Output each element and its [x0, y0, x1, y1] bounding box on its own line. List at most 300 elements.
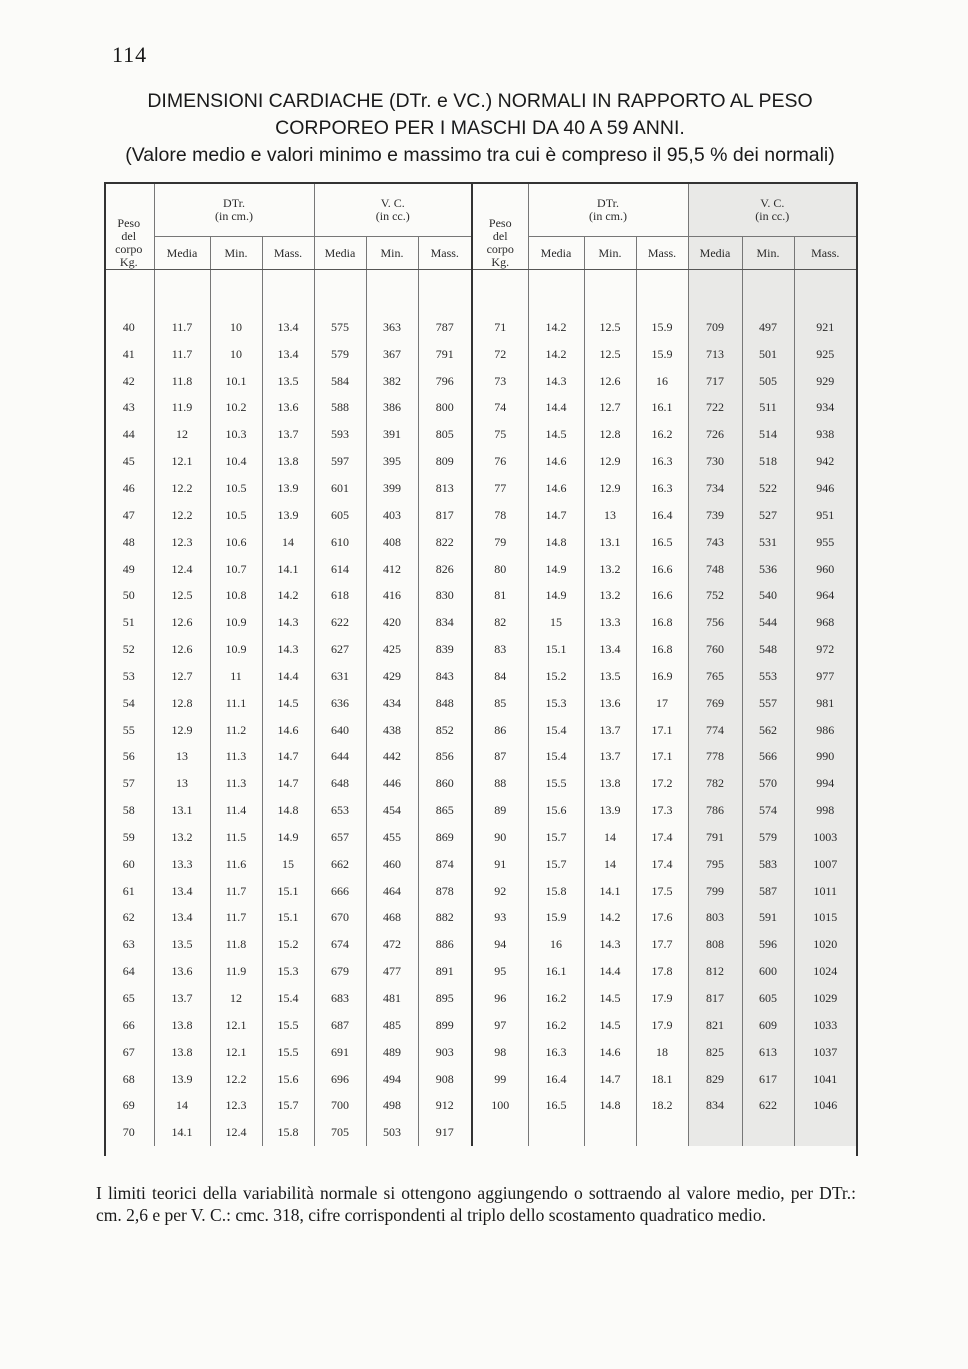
cell-left-peso: 45: [122, 454, 135, 469]
cell-left-vc-mass: 839: [418, 636, 472, 663]
cell-right-vc-media: 730: [688, 448, 742, 475]
cell-left-vc-media: 636: [314, 690, 366, 717]
cell-right-dtr-mass: 17.7: [636, 931, 688, 958]
cell-left-vc-mass: 912: [418, 1092, 472, 1119]
cell-right-vc-min: 540: [742, 582, 794, 609]
cell-left-dtr-media: 13.6: [154, 958, 210, 985]
cell-left-vc-media: 657: [314, 824, 366, 851]
cell-right-vc-min: 557: [742, 690, 794, 717]
cell-left-dtr-mass: 13.8: [262, 448, 314, 475]
cell-right-peso: 97: [472, 1012, 528, 1039]
table-row: [104, 582, 856, 609]
cell-left-dtr-min: 10.3: [210, 421, 262, 448]
cell-right-vc-media: 778: [688, 744, 742, 771]
cell-right-dtr-mass: 16.5: [636, 529, 688, 556]
cell-left-vc-min: 412: [366, 556, 418, 583]
cell-left-dtr-media: 13.3: [154, 851, 210, 878]
cell-left-dtr-mass: 14.8: [262, 797, 314, 824]
cell-left-peso: 46: [122, 480, 135, 495]
cell-left-vc-min: 442: [366, 744, 418, 771]
cell-right-vc-min: 518: [742, 448, 794, 475]
cell-right-peso: 78: [472, 502, 528, 529]
table-row: [104, 717, 856, 744]
cell-left-dtr-media: 12.5: [154, 582, 210, 609]
cell-left-dtr-mass: 14.6: [262, 717, 314, 744]
cell-right-peso: 84: [472, 663, 528, 690]
cell-right-vc-min: 574: [742, 797, 794, 824]
cell-right-peso: 87: [472, 744, 528, 771]
cardiac-dimensions-table: [104, 182, 856, 1146]
cell-left-vc-media: 588: [314, 395, 366, 422]
cell-right-vc-min: 511: [742, 395, 794, 422]
cell-right-vc-mass: 925: [794, 341, 856, 368]
cell-right-vc-media: 739: [688, 502, 742, 529]
cell-left-dtr-media: 11.9: [154, 395, 210, 422]
cell-left-vc-media: 670: [314, 905, 366, 932]
cell-left-vc-media: 662: [314, 851, 366, 878]
cell-right-dtr-mass: 17: [636, 690, 688, 717]
cell-left-vc-min: 454: [366, 797, 418, 824]
cell-right-vc-mass: 1020: [794, 931, 856, 958]
cell-left-vc-min: 494: [366, 1066, 418, 1093]
cell-right-dtr-min: 14.6: [584, 1039, 636, 1066]
cell-right-peso: 98: [472, 1039, 528, 1066]
cell-right-vc-media: 713: [688, 341, 742, 368]
cell-right-vc-min: 527: [742, 502, 794, 529]
cell-right-dtr-min: 12.9: [584, 475, 636, 502]
table-row: [104, 556, 856, 583]
table-row: [104, 770, 856, 797]
cell-right-peso: [472, 1119, 528, 1146]
header-media: Media: [528, 237, 584, 270]
cell-right-dtr-mass: 17.5: [636, 878, 688, 905]
header-vc-left: V. C. (in cc.): [314, 183, 472, 237]
cell-left-dtr-min: 12.1: [210, 1039, 262, 1066]
cell-right-dtr-media: 15.6: [528, 797, 584, 824]
cell-left-dtr-min: 11: [210, 663, 262, 690]
table-row: [104, 905, 856, 932]
cell-right-peso: 77: [472, 475, 528, 502]
cell-right-dtr-mass: 18.1: [636, 1066, 688, 1093]
cell-right-vc-media: 722: [688, 395, 742, 422]
cell-left-vc-media: 584: [314, 368, 366, 395]
cell-right-peso: 82: [472, 609, 528, 636]
cell-left-dtr-media: 13.4: [154, 905, 210, 932]
cell-right-dtr-media: 14.3: [528, 368, 584, 395]
cell-right-dtr-min: 13.6: [584, 690, 636, 717]
cell-right-dtr-min: 13.2: [584, 582, 636, 609]
cell-left-vc-min: 460: [366, 851, 418, 878]
cell-right-vc-mass: 1024: [794, 958, 856, 985]
cell-right-dtr-mass: 17.2: [636, 770, 688, 797]
cell-right-vc-mass: 968: [794, 609, 856, 636]
cell-right-vc-mass: 929: [794, 368, 856, 395]
cell-right-dtr-mass: 16.3: [636, 448, 688, 475]
cell-left-vc-media: 640: [314, 717, 366, 744]
cell-left-vc-media: 674: [314, 931, 366, 958]
data-table-wrapper: [104, 182, 856, 1158]
cell-left-vc-mass: 848: [418, 690, 472, 717]
cell-left-dtr-min: 10.1: [210, 368, 262, 395]
cell-left-vc-media: 627: [314, 636, 366, 663]
cell-left-dtr-min: 10.2: [210, 395, 262, 422]
header-mass: Mass.: [262, 237, 314, 270]
cell-right-peso: 93: [472, 905, 528, 932]
cell-left-dtr-media: 13.8: [154, 1012, 210, 1039]
cell-right-peso: 95: [472, 958, 528, 985]
cell-right-dtr-min: 13.8: [584, 770, 636, 797]
cell-left-vc-mass: 826: [418, 556, 472, 583]
cell-left-dtr-min: 12.3: [210, 1092, 262, 1119]
cell-right-dtr-min: 13.7: [584, 717, 636, 744]
cell-left-vc-media: 653: [314, 797, 366, 824]
cell-right-vc-media: 799: [688, 878, 742, 905]
cell-right-vc-min: 566: [742, 744, 794, 771]
cell-right-dtr-min: 12.7: [584, 395, 636, 422]
cell-right-dtr-mass: 17.8: [636, 958, 688, 985]
cell-left-dtr-mass: 14.1: [262, 556, 314, 583]
cell-left-vc-mass: 852: [418, 717, 472, 744]
cell-left-dtr-mass: 15: [262, 851, 314, 878]
table-row: [104, 690, 856, 717]
cell-right-dtr-min: 12.6: [584, 368, 636, 395]
header-min: Min.: [366, 237, 418, 270]
cell-right-vc-min: 605: [742, 985, 794, 1012]
cell-right-vc-media: 821: [688, 1012, 742, 1039]
cell-right-vc-media: 782: [688, 770, 742, 797]
cell-left-vc-media: 618: [314, 582, 366, 609]
cell-right-vc-min: 583: [742, 851, 794, 878]
cell-right-dtr-mass: 15.9: [636, 314, 688, 341]
cell-left-vc-min: 503: [366, 1119, 418, 1146]
cell-right-dtr-media: 14.9: [528, 582, 584, 609]
cell-right-dtr-media: 15.2: [528, 663, 584, 690]
cell-left-peso: 57: [122, 776, 135, 791]
cell-left-vc-min: 434: [366, 690, 418, 717]
cell-left-dtr-media: 13: [154, 770, 210, 797]
cell-left-dtr-min: 10.7: [210, 556, 262, 583]
cell-left-vc-min: 425: [366, 636, 418, 663]
cell-right-vc-mass: 994: [794, 770, 856, 797]
spacer-row: [104, 270, 856, 315]
cell-right-dtr-media: 14.8: [528, 529, 584, 556]
cell-left-vc-min: 464: [366, 878, 418, 905]
cell-right-vc-media: [688, 1119, 742, 1146]
cell-right-vc-min: 579: [742, 824, 794, 851]
cell-right-dtr-min: 14.5: [584, 985, 636, 1012]
cell-left-dtr-media: 13: [154, 744, 210, 771]
cell-left-dtr-media: 14: [154, 1092, 210, 1119]
cell-right-vc-min: 514: [742, 421, 794, 448]
cell-left-dtr-min: 11.3: [210, 744, 262, 771]
cell-right-vc-media: 786: [688, 797, 742, 824]
cell-right-vc-media: 817: [688, 985, 742, 1012]
table-row: [104, 529, 856, 556]
cell-right-dtr-media: [528, 1119, 584, 1146]
header-mass: Mass.: [794, 237, 856, 270]
title-line-2: CORPOREO PER I MASCHI DA 40 A 59 ANNI.: [275, 117, 685, 139]
cell-right-vc-min: 544: [742, 609, 794, 636]
cell-left-dtr-media: 12.8: [154, 690, 210, 717]
cell-left-peso: 65: [122, 991, 135, 1006]
cell-right-vc-mass: 1033: [794, 1012, 856, 1039]
cell-right-vc-mass: 990: [794, 744, 856, 771]
cell-right-vc-media: 834: [688, 1092, 742, 1119]
cell-right-vc-mass: 938: [794, 421, 856, 448]
cell-left-dtr-min: 11.8: [210, 931, 262, 958]
table-row: [104, 341, 856, 368]
cell-right-peso: 89: [472, 797, 528, 824]
cell-left-peso: 60: [122, 856, 135, 871]
header-min: Min.: [742, 237, 794, 270]
cell-left-vc-media: 679: [314, 958, 366, 985]
cell-left-vc-mass: 903: [418, 1039, 472, 1066]
header-peso-right: Peso del corpo Kg.: [472, 183, 528, 270]
cell-right-vc-media: 734: [688, 475, 742, 502]
page-number: 114: [112, 42, 148, 67]
cell-left-dtr-media: 11.7: [154, 314, 210, 341]
cell-left-peso: 52: [122, 642, 135, 657]
cell-left-vc-mass: 791: [418, 341, 472, 368]
cell-right-vc-media: 795: [688, 851, 742, 878]
cell-left-peso: 43: [122, 400, 135, 415]
cell-right-dtr-mass: 16.9: [636, 663, 688, 690]
cell-left-dtr-mass: 15.1: [262, 905, 314, 932]
cell-left-vc-media: 683: [314, 985, 366, 1012]
cell-left-vc-mass: 800: [418, 395, 472, 422]
cell-left-dtr-media: 12.7: [154, 663, 210, 690]
cell-right-vc-mass: 1003: [794, 824, 856, 851]
cell-left-dtr-mass: 15.4: [262, 985, 314, 1012]
cell-left-vc-media: 575: [314, 314, 366, 341]
cell-left-vc-min: 408: [366, 529, 418, 556]
table-row: [104, 958, 856, 985]
cell-left-vc-mass: 899: [418, 1012, 472, 1039]
cell-right-peso: 91: [472, 851, 528, 878]
cell-left-vc-min: 367: [366, 341, 418, 368]
cell-left-dtr-mass: 14.9: [262, 824, 314, 851]
cell-right-dtr-min: 14.8: [584, 1092, 636, 1119]
cell-left-vc-media: 705: [314, 1119, 366, 1146]
cell-left-peso: 67: [122, 1044, 135, 1059]
cell-right-peso: 81: [472, 582, 528, 609]
cell-left-vc-min: 403: [366, 502, 418, 529]
table-row: [104, 797, 856, 824]
cell-left-vc-min: 455: [366, 824, 418, 851]
cell-right-dtr-mass: 17.9: [636, 985, 688, 1012]
cell-right-vc-min: 596: [742, 931, 794, 958]
cell-left-dtr-min: 10.6: [210, 529, 262, 556]
cell-right-peso: 94: [472, 931, 528, 958]
cell-right-dtr-min: 13.4: [584, 636, 636, 663]
cell-left-dtr-min: 11.1: [210, 690, 262, 717]
cell-left-vc-min: 391: [366, 421, 418, 448]
cell-left-dtr-mass: 13.4: [262, 314, 314, 341]
cell-right-vc-min: [742, 1119, 794, 1146]
cell-left-peso: 56: [122, 749, 135, 764]
table-row: [104, 931, 856, 958]
cell-right-dtr-media: 14.9: [528, 556, 584, 583]
cell-right-vc-media: 812: [688, 958, 742, 985]
cell-right-peso: 96: [472, 985, 528, 1012]
cell-left-vc-min: 416: [366, 582, 418, 609]
cell-right-dtr-media: 15.4: [528, 717, 584, 744]
cell-left-dtr-mass: 14: [262, 529, 314, 556]
cell-right-peso: 73: [472, 368, 528, 395]
cell-right-dtr-min: 12.8: [584, 421, 636, 448]
cell-right-vc-mass: 972: [794, 636, 856, 663]
cell-left-dtr-mass: 14.3: [262, 609, 314, 636]
cell-right-dtr-media: 14.2: [528, 341, 584, 368]
cell-left-dtr-media: 11.8: [154, 368, 210, 395]
cell-left-dtr-media: 12.6: [154, 636, 210, 663]
cell-left-vc-mass: 787: [418, 314, 472, 341]
table-row: [104, 636, 856, 663]
cell-left-vc-media: 691: [314, 1039, 366, 1066]
cell-right-dtr-min: 12.5: [584, 314, 636, 341]
cell-right-peso: 100: [472, 1092, 528, 1119]
cell-right-vc-media: 717: [688, 368, 742, 395]
cell-right-dtr-media: 16.3: [528, 1039, 584, 1066]
cell-left-vc-mass: 817: [418, 502, 472, 529]
cell-left-dtr-min: 11.7: [210, 905, 262, 932]
cell-right-dtr-media: 16.5: [528, 1092, 584, 1119]
header-min: Min.: [584, 237, 636, 270]
cell-right-vc-min: 497: [742, 314, 794, 341]
cell-right-vc-mass: 1015: [794, 905, 856, 932]
cell-right-dtr-min: [584, 1119, 636, 1146]
cell-left-vc-media: 631: [314, 663, 366, 690]
header-vc-right: V. C. (in cc.): [688, 183, 856, 237]
header-dtr-right: DTr. (in cm.): [528, 183, 688, 237]
cell-right-vc-min: 536: [742, 556, 794, 583]
cell-left-dtr-min: 10.9: [210, 609, 262, 636]
cell-right-vc-mass: 986: [794, 717, 856, 744]
cell-left-peso: 69: [122, 1098, 135, 1113]
cell-left-dtr-min: 10.5: [210, 502, 262, 529]
cell-right-dtr-media: 15.9: [528, 905, 584, 932]
cell-right-dtr-media: 15.3: [528, 690, 584, 717]
header-peso-left: Peso del corpo Kg.: [104, 183, 154, 270]
cell-left-dtr-media: 14.1: [154, 1119, 210, 1146]
cell-left-peso: 55: [122, 722, 135, 737]
cell-left-peso: 68: [122, 1071, 135, 1086]
cell-left-dtr-mass: 13.5: [262, 368, 314, 395]
cell-right-vc-media: 756: [688, 609, 742, 636]
cell-right-vc-mass: 942: [794, 448, 856, 475]
cell-right-dtr-media: 14.6: [528, 448, 584, 475]
cell-right-vc-mass: 934: [794, 395, 856, 422]
cell-left-vc-media: 579: [314, 341, 366, 368]
cell-left-peso: 61: [122, 883, 135, 898]
cell-right-dtr-min: 13.5: [584, 663, 636, 690]
cell-left-dtr-min: 11.4: [210, 797, 262, 824]
cell-left-vc-media: 614: [314, 556, 366, 583]
cell-left-vc-min: 438: [366, 717, 418, 744]
cell-right-vc-mass: 946: [794, 475, 856, 502]
cell-left-dtr-min: 10.8: [210, 582, 262, 609]
cell-left-dtr-min: 10.4: [210, 448, 262, 475]
cell-left-dtr-media: 13.5: [154, 931, 210, 958]
cell-right-dtr-media: 14.2: [528, 314, 584, 341]
cell-right-dtr-media: 16.2: [528, 985, 584, 1012]
cell-right-dtr-mass: 17.1: [636, 744, 688, 771]
cell-right-peso: 79: [472, 529, 528, 556]
cell-right-peso: 90: [472, 824, 528, 851]
cell-left-peso: 50: [122, 588, 135, 603]
cell-right-dtr-min: 14.3: [584, 931, 636, 958]
cell-left-dtr-mass: 15.7: [262, 1092, 314, 1119]
cell-left-vc-media: 605: [314, 502, 366, 529]
cell-right-dtr-mass: 17.4: [636, 824, 688, 851]
footnote: I limiti teorici della variabilità normale si ottengono aggiungendo o sottraendo al valore medio, per DTr.: cm. 2,6 e per V. C.: cmc. 318, cifre corrispondenti al triplo dello scostamento quadratico medio.: [96, 1183, 856, 1225]
cell-right-vc-media: 726: [688, 421, 742, 448]
cell-right-dtr-media: 15.4: [528, 744, 584, 771]
cell-right-dtr-min: 13: [584, 502, 636, 529]
table-row: [104, 985, 856, 1012]
cell-right-dtr-mass: 16.6: [636, 556, 688, 583]
cell-left-vc-mass: 869: [418, 824, 472, 851]
cell-right-dtr-media: 15.1: [528, 636, 584, 663]
cell-left-dtr-mass: 13.6: [262, 395, 314, 422]
cell-right-dtr-media: 15: [528, 609, 584, 636]
cell-right-peso: 86: [472, 717, 528, 744]
header-group-row: [104, 183, 856, 237]
header-media: Media: [314, 237, 366, 270]
cell-right-peso: 75: [472, 421, 528, 448]
cell-right-dtr-mass: 16.3: [636, 475, 688, 502]
cell-left-vc-media: 597: [314, 448, 366, 475]
cell-left-vc-mass: 843: [418, 663, 472, 690]
cell-right-dtr-mass: 17.9: [636, 1012, 688, 1039]
cell-right-peso: 74: [472, 395, 528, 422]
cell-left-dtr-min: 10.9: [210, 636, 262, 663]
cell-right-vc-mass: 964: [794, 582, 856, 609]
cell-left-vc-mass: 796: [418, 368, 472, 395]
cell-right-vc-mass: 960: [794, 556, 856, 583]
cell-right-dtr-min: 13.7: [584, 744, 636, 771]
cell-left-vc-mass: 908: [418, 1066, 472, 1093]
cell-left-dtr-min: 11.6: [210, 851, 262, 878]
cell-right-vc-min: 617: [742, 1066, 794, 1093]
cell-right-dtr-mass: [636, 1119, 688, 1146]
cell-right-peso: 83: [472, 636, 528, 663]
cell-left-dtr-media: 13.1: [154, 797, 210, 824]
cell-right-vc-media: 769: [688, 690, 742, 717]
cell-left-peso: 63: [122, 937, 135, 952]
cell-right-dtr-media: 15.7: [528, 851, 584, 878]
cell-right-vc-mass: 1029: [794, 985, 856, 1012]
cell-right-dtr-min: 13.1: [584, 529, 636, 556]
cell-right-dtr-media: 15.7: [528, 824, 584, 851]
cell-right-dtr-media: 16.2: [528, 1012, 584, 1039]
cell-left-dtr-mass: 13.7: [262, 421, 314, 448]
cell-right-dtr-min: 14.2: [584, 905, 636, 932]
cell-left-vc-mass: 809: [418, 448, 472, 475]
cell-right-vc-min: 609: [742, 1012, 794, 1039]
cell-left-dtr-mass: 13.9: [262, 475, 314, 502]
table-body: [104, 270, 856, 1147]
cell-right-vc-min: 505: [742, 368, 794, 395]
table-row: [104, 609, 856, 636]
table-row: [104, 368, 856, 395]
cell-right-dtr-min: 13.9: [584, 797, 636, 824]
cell-right-peso: 85: [472, 690, 528, 717]
title-line-1: DIMENSIONI CARDIACHE (DTr. e VC.) NORMALI IN RAPPORTO AL PESO: [147, 90, 813, 112]
cell-right-dtr-media: 14.5: [528, 421, 584, 448]
cell-left-dtr-min: 10: [210, 341, 262, 368]
cell-right-dtr-min: 14: [584, 824, 636, 851]
